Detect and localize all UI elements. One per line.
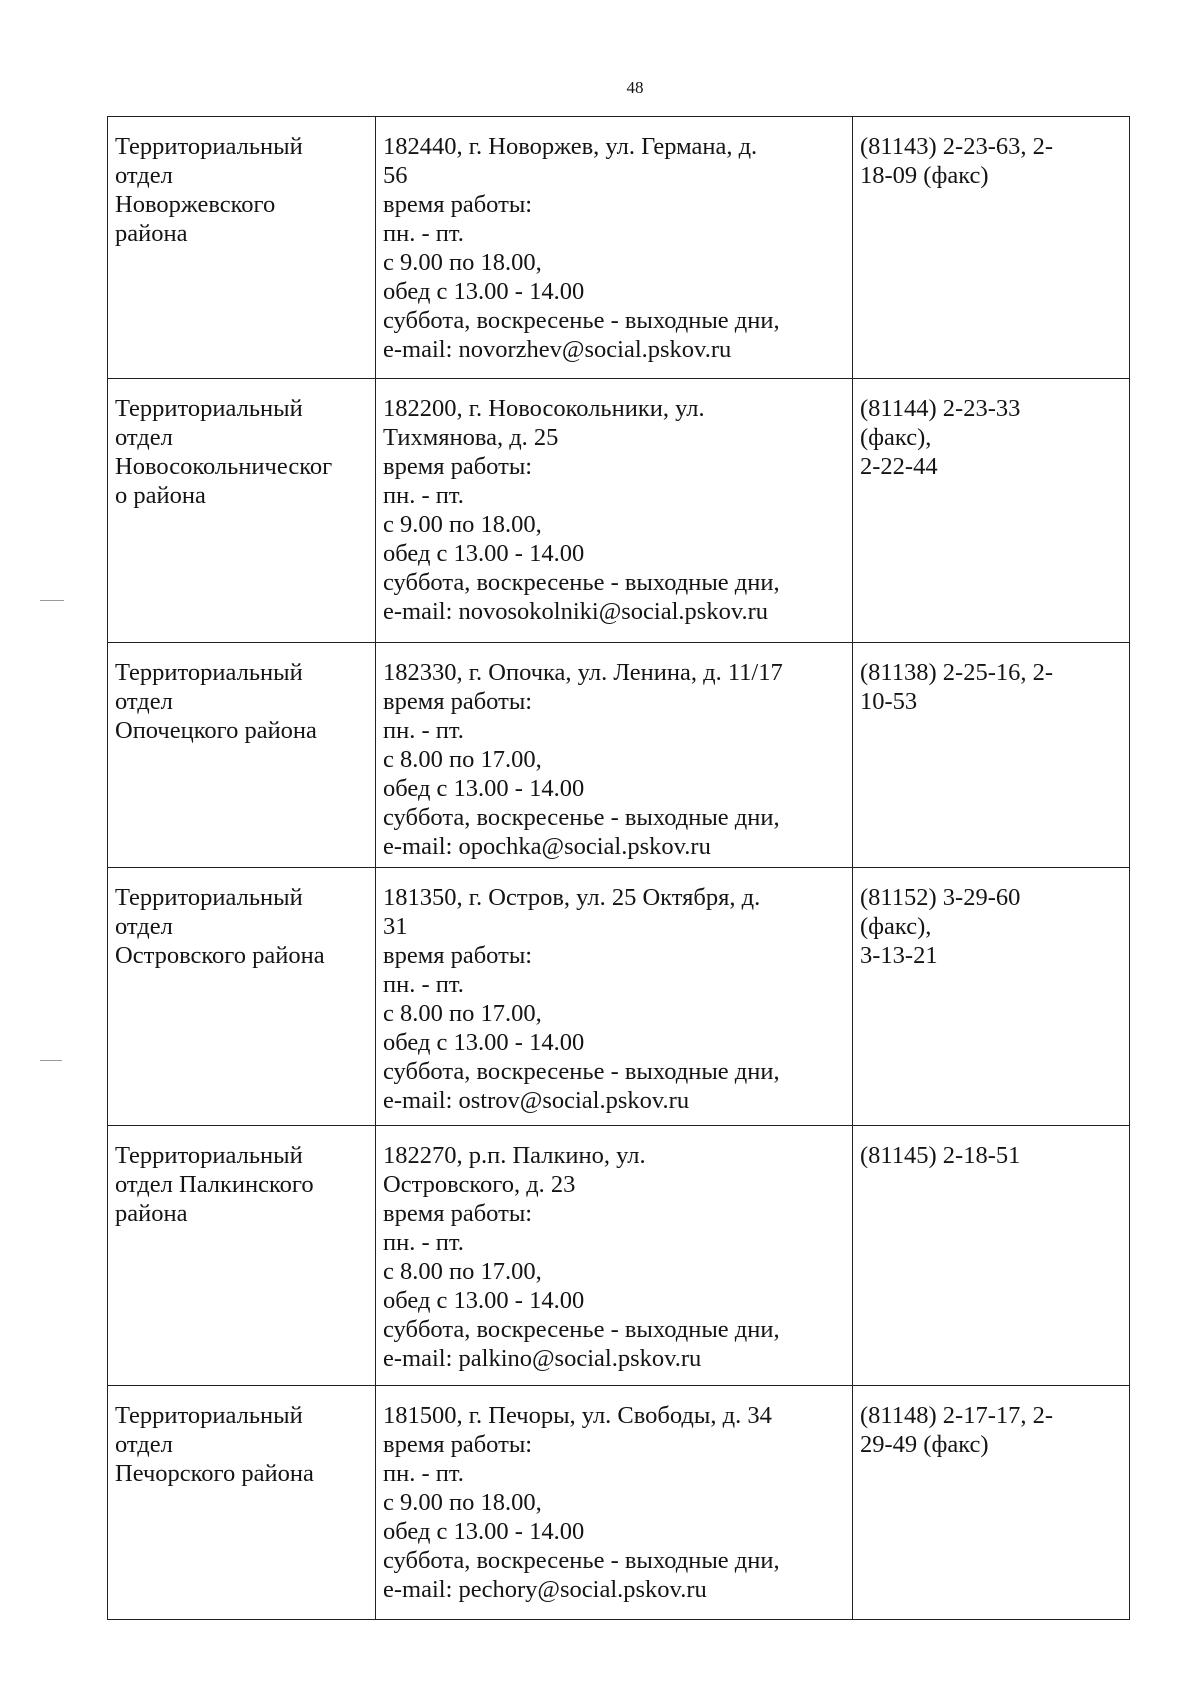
office-name-cell: Территориальный отдел Новосокольническог о района [108, 379, 376, 643]
table-row [108, 868, 1130, 1126]
office-address-cell: 182440, г. Новоржев, ул. Германа, д. 56 время работы: пн. - пт. с 9.00 по 18.00, обед с 13.00 - 14.00 суббота, воскресенье - выходные дни, e-mail: novorzhev@social.pskov.ru [376, 117, 853, 379]
page-number: 48 [626, 78, 644, 97]
office-name-cell: Территориальный отдел Палкинского района [108, 1126, 376, 1386]
office-name-cell: Территориальный отдел Островского района [108, 868, 376, 1126]
office-phone-cell: (81138) 2-25-16, 2- 10-53 [853, 643, 1130, 868]
table-row [108, 379, 1130, 643]
office-name-cell: Территориальный отдел Новоржевского района [108, 117, 376, 379]
office-phone-cell: (81144) 2-23-33 (факс), 2-22-44 [853, 379, 1130, 643]
office-address-cell: 181500, г. Печоры, ул. Свободы, д. 34 время работы: пн. - пт. с 9.00 по 18.00, обед с 13.00 - 14.00 суббота, воскресенье - выходные дни, e-mail: pechory@social.pskov.ru [376, 1386, 853, 1620]
office-phone-cell: (81148) 2-17-17, 2- 29-49 (факс) [853, 1386, 1130, 1620]
office-name-cell: Территориальный отдел Печорского района [108, 1386, 376, 1620]
office-address-cell: 181350, г. Остров, ул. 25 Октября, д. 31 время работы: пн. - пт. с 8.00 по 17.00, обед с 13.00 - 14.00 суббота, воскресенье - выходные дни, e-mail: ostrov@social.pskov.ru [376, 868, 853, 1126]
office-phone-cell: (81143) 2-23-63, 2- 18-09 (факс) [853, 117, 1130, 379]
office-address-cell: 182270, р.п. Палкино, ул. Островского, д. 23 время работы: пн. - пт. с 8.00 по 17.00, обед с 13.00 - 14.00 суббота, воскресенье - выходные дни, e-mail: palkino@social.pskov.ru [376, 1126, 853, 1386]
office-phone-cell: (81152) 3-29-60 (факс), 3-13-21 [853, 868, 1130, 1126]
offices-table [107, 116, 1130, 1620]
office-phone-cell: (81145) 2-18-51 [853, 1126, 1130, 1386]
office-name-cell: Территориальный отдел Опочецкого района [108, 643, 376, 868]
scan-mark [40, 600, 64, 601]
office-address-cell: 182200, г. Новосокольники, ул. Тихмянова, д. 25 время работы: пн. - пт. с 9.00 по 18.00, обед с 13.00 - 14.00 суббота, воскресенье - выходные дни, e-mail: novosokolniki@social.pskov.ru [376, 379, 853, 643]
table-row [108, 1386, 1130, 1620]
scan-mark [40, 1060, 62, 1061]
table-row [108, 643, 1130, 868]
office-address-cell: 182330, г. Опочка, ул. Ленина, д. 11/17 время работы: пн. - пт. с 8.00 по 17.00, обед с 13.00 - 14.00 суббота, воскресенье - выходные дни, e-mail: opochka@social.pskov.ru [376, 643, 853, 868]
table-row [108, 117, 1130, 379]
table-row [108, 1126, 1130, 1386]
